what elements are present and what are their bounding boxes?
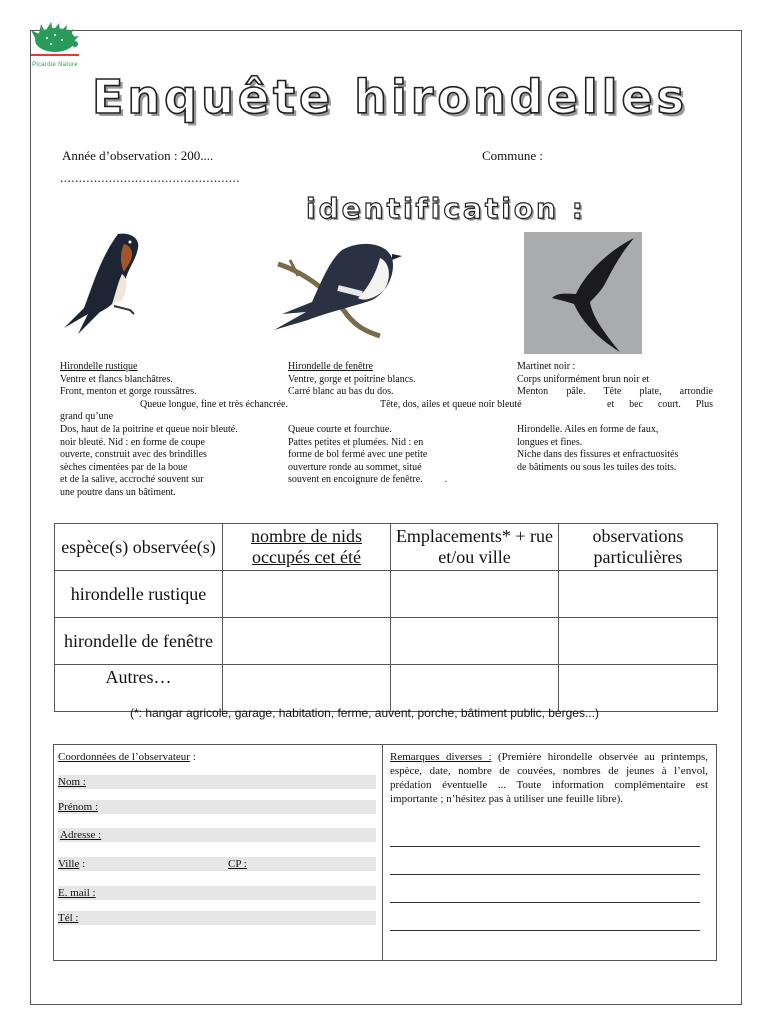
commune-label: Commune : xyxy=(482,148,544,163)
house-martin-line: Carré blanc au bas du dos. xyxy=(288,386,394,398)
swift-line: Niche dans des fissures et enfractuosités xyxy=(517,449,679,461)
remarks-line[interactable] xyxy=(390,846,700,847)
email-field[interactable]: E. mail : xyxy=(58,886,376,900)
header-locations: Emplacements* + rue et/ou ville xyxy=(391,524,559,571)
prenom-field[interactable]: Prénom : xyxy=(58,800,376,814)
swift-line: Hirondelle. Ailes en forme de faux, xyxy=(517,423,659,435)
house-martin-line: forme de bol fermé avec une petite xyxy=(288,449,428,461)
identification-heading: identification : xyxy=(306,192,586,225)
observations-cell[interactable] xyxy=(559,665,718,712)
locations-cell[interactable] xyxy=(391,571,559,618)
house-martin-line: ouverture ronde au sommet, situé xyxy=(288,461,422,473)
house-martin-caption: Hirondelle de fenêtre xyxy=(288,361,373,372)
header-species: espèce(s) observée(s) xyxy=(55,524,223,571)
barn-swallow-line: sèches cimentées par de la boue xyxy=(60,461,188,473)
swift-line: Corps uniformément brun noir et xyxy=(517,373,650,385)
house-martin-line: Tête, dos, ailes et queue noir bleuté xyxy=(380,398,522,410)
house-martin-image xyxy=(268,236,412,342)
adresse-field[interactable]: Adresse : xyxy=(58,828,376,842)
barn-swallow-line: et de la salive, accroché souvent sur xyxy=(60,474,204,486)
nests-cell[interactable] xyxy=(223,618,391,665)
swift-line: longues et fines. xyxy=(517,436,583,448)
barn-swallow-description xyxy=(60,361,288,500)
nests-cell[interactable] xyxy=(223,665,391,712)
logo-text: Picardie Nature xyxy=(32,62,78,68)
page-title: Enquête hirondelles xyxy=(91,70,689,124)
house-martin-line: Ventre, gorge et poitrine blancs. xyxy=(288,373,416,385)
house-martin-line: Queue courte et fourchue. xyxy=(288,423,392,435)
swift-line: de bâtiments ou sous les tuiles des toits. xyxy=(517,461,677,473)
logo-bar xyxy=(31,54,79,56)
year-label: Année d’observation : 200.... xyxy=(62,148,214,163)
nom-field[interactable]: Nom : xyxy=(58,775,376,789)
barn-swallow-caption: Hirondelle rustique xyxy=(60,361,138,372)
observation-table xyxy=(54,523,718,712)
house-martin-description xyxy=(288,361,522,487)
observations-cell[interactable] xyxy=(559,618,718,665)
locations-cell[interactable] xyxy=(391,665,559,712)
swift-line: et bec court. Plus xyxy=(607,398,713,410)
row-species-others: Autres… xyxy=(55,665,223,712)
barn-swallow-line: noir bleuté. Nid : en forme de coupe xyxy=(60,436,205,448)
barn-swallow-line: Dos, haut de la poitrine et queue noir bleuté. xyxy=(60,423,238,435)
house-martin-line: . xyxy=(444,474,448,486)
swift-line: Menton pâle. Tête plate, arrondie xyxy=(517,386,713,398)
barn-swallow-line: Front, menton et gorge roussâtres. xyxy=(60,386,197,398)
barn-swallow-line: une poutre dans un bâtiment. xyxy=(60,486,176,498)
house-martin-line: souvent en encoignure de fenêtre. xyxy=(288,474,423,486)
observations-cell[interactable] xyxy=(559,571,718,618)
header-nests: nombre de nids occupés cet été xyxy=(223,524,391,571)
observer-heading: Coordonnées de l’observateur : xyxy=(58,751,196,763)
box-divider xyxy=(382,745,383,960)
observer-box xyxy=(53,744,717,961)
swift-description xyxy=(517,361,713,474)
dotted-line: ................................................ xyxy=(60,170,240,185)
table-row xyxy=(55,571,718,618)
header-observations: observations particulières xyxy=(559,524,718,571)
barn-swallow-line: Ventre et flancs blanchâtres. xyxy=(60,373,173,385)
nests-cell[interactable] xyxy=(223,571,391,618)
swift-caption: Martinet noir : xyxy=(517,361,576,372)
house-martin-line: Pattes petites et plumées. Nid : en xyxy=(288,436,424,448)
remarks-line[interactable] xyxy=(390,874,700,875)
table-header-row xyxy=(55,524,718,571)
barn-swallow-line: grand qu’une xyxy=(60,411,114,423)
remarks-line[interactable] xyxy=(390,930,700,931)
remarks-line[interactable] xyxy=(390,902,700,903)
barn-swallow-line: ouverte, construit avec des brindilles xyxy=(60,449,207,461)
remarks-text: Remarques diverses : (Première hirondelle observée au printemps, espèce, date, nombre de couvées, nombres de jeunes à l’envol, prédation éventuelle ... Toute information complémentaire est importante ; n’hésitez pas à utiliser une feuille libre). xyxy=(390,751,709,805)
barn-swallow-image xyxy=(58,228,158,338)
locations-cell[interactable] xyxy=(391,618,559,665)
table-row xyxy=(55,618,718,665)
cp-field[interactable]: CP : xyxy=(228,858,247,870)
table-row xyxy=(55,665,718,712)
swift-photo xyxy=(524,232,642,354)
barn-swallow-line: Queue longue, fine et très échancrée. xyxy=(140,398,288,410)
row-species-barn-swallow: hirondelle rustique xyxy=(55,571,223,618)
row-species-house-martin: hirondelle de fenêtre xyxy=(55,618,223,665)
locations-footnote: (*: hangar agricole, garage, habitation, ferme, auvent, porche, bâtiment public, berges...) xyxy=(130,706,599,720)
ville-field[interactable]: Ville : CP : xyxy=(58,857,376,871)
tel-field[interactable]: Tél : xyxy=(58,911,376,925)
